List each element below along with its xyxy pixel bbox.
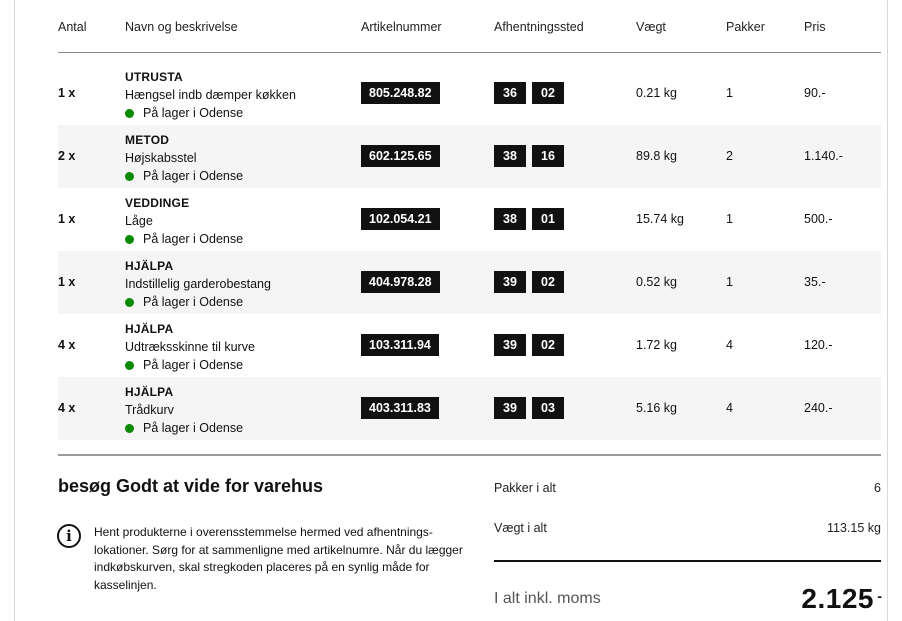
- article-number: 602.125.65: [361, 145, 440, 167]
- stock-text: På lager i Odense: [143, 421, 244, 435]
- stock-status: [125, 230, 243, 248]
- item-desc: Indstillelig garderobestang: [125, 277, 271, 291]
- item-quantity: 1 x: [58, 212, 76, 226]
- stock-status: [125, 356, 255, 374]
- aisle-badge: 38: [494, 208, 526, 230]
- stock-text: På lager i Odense: [143, 106, 244, 120]
- item-price: 35.-: [804, 275, 826, 289]
- item-price: 1.140.-: [804, 149, 843, 163]
- item-price: 500.-: [804, 212, 833, 226]
- item-description: [125, 320, 255, 374]
- table-row: [58, 62, 881, 125]
- section-divider: [58, 454, 881, 456]
- item-packages: 1: [726, 212, 733, 226]
- aisle-badge: 39: [494, 334, 526, 356]
- col-header-vaegt: Vægt: [636, 20, 666, 34]
- item-name: HJÄLPA: [125, 322, 174, 336]
- stock-text: På lager i Odense: [143, 232, 244, 246]
- item-weight: 89.8 kg: [636, 149, 678, 163]
- item-name: METOD: [125, 133, 170, 147]
- stock-text: På lager i Odense: [143, 358, 244, 372]
- in-stock-dot-icon: [125, 172, 134, 181]
- item-price: 120.-: [804, 338, 833, 352]
- info-title: besøg Godt at vide for varehus: [58, 476, 324, 496]
- item-name: UTRUSTA: [125, 70, 183, 84]
- info-text: Hent produkterne i overensstemmelse hermed ved afhentnings-lokationer. Sørg for at sammenligne med artikelnumre. Når du lægger indkøbskurven, skal stregkoden placeres på en synlig måde for kasselinjen.: [94, 525, 463, 592]
- packages-total-value: 6: [874, 481, 881, 495]
- aisle-badge: 36: [494, 82, 526, 104]
- grand-total-value: 2.125: [801, 583, 874, 614]
- weight-total-value: 113.15 kg: [827, 521, 881, 535]
- item-desc: Højskabsstel: [125, 151, 197, 165]
- stock-text: På lager i Odense: [143, 169, 244, 183]
- item-packages: 4: [726, 338, 733, 352]
- item-quantity: 2 x: [58, 149, 76, 163]
- article-number: 404.978.28: [361, 271, 440, 293]
- item-desc: Hængsel indb dæmper køkken: [125, 88, 296, 102]
- header-divider: [58, 52, 881, 53]
- item-quantity: 1 x: [58, 275, 76, 289]
- table-row: [58, 125, 881, 188]
- article-number: 102.054.21: [361, 208, 440, 230]
- weight-total-label: Vægt i alt: [494, 521, 547, 535]
- col-header-navn: Navn og beskrivelse: [125, 20, 238, 34]
- col-header-pris: Pris: [804, 20, 826, 34]
- in-stock-dot-icon: [125, 361, 134, 370]
- item-weight: 15.74 kg: [636, 212, 684, 226]
- col-header-artikel: Artikelnummer: [361, 20, 442, 34]
- item-quantity: 4 x: [58, 338, 76, 352]
- item-weight: 5.16 kg: [636, 401, 678, 415]
- item-weight: 0.21 kg: [636, 86, 678, 100]
- item-weight: 0.52 kg: [636, 275, 678, 289]
- item-weight: 1.72 kg: [636, 338, 678, 352]
- in-stock-dot-icon: [125, 424, 134, 433]
- stock-text: På lager i Odense: [143, 295, 244, 309]
- item-desc: Låge: [125, 214, 153, 228]
- table-row: [58, 188, 881, 251]
- item-description: [125, 68, 296, 122]
- item-desc: Udtræksskinne til kurve: [125, 340, 255, 354]
- article-number: 403.311.83: [361, 397, 439, 419]
- info-icon: i: [57, 524, 81, 548]
- table-row: [58, 314, 881, 377]
- bin-badge: 02: [532, 271, 564, 293]
- stock-status: [125, 419, 243, 437]
- bin-badge: 16: [532, 145, 564, 167]
- col-header-antal: Antal: [58, 20, 87, 34]
- stock-status: [125, 104, 296, 122]
- aisle-badge: 39: [494, 397, 526, 419]
- article-number: 103.311.94: [361, 334, 439, 356]
- table-row: [58, 377, 881, 440]
- item-desc: Trådkurv: [125, 403, 174, 417]
- in-stock-dot-icon: [125, 235, 134, 244]
- aisle-badge: 38: [494, 145, 526, 167]
- in-stock-dot-icon: [125, 109, 134, 118]
- col-header-pakker: Pakker: [726, 20, 765, 34]
- in-stock-dot-icon: [125, 298, 134, 307]
- item-description: [125, 194, 243, 248]
- item-description: [125, 383, 243, 437]
- item-description: [125, 257, 271, 311]
- stock-status: [125, 293, 271, 311]
- packages-total-label: Pakker i alt: [494, 481, 556, 495]
- bin-badge: 02: [532, 334, 564, 356]
- item-name: HJÄLPA: [125, 385, 174, 399]
- bin-badge: 03: [532, 397, 564, 419]
- item-packages: 2: [726, 149, 733, 163]
- item-name: VEDDINGE: [125, 196, 190, 210]
- item-price: 240.-: [804, 401, 833, 415]
- article-number: 805.248.82: [361, 82, 440, 104]
- item-packages: 4: [726, 401, 733, 415]
- item-quantity: 4 x: [58, 401, 76, 415]
- bin-badge: 02: [532, 82, 564, 104]
- aisle-badge: 39: [494, 271, 526, 293]
- item-name: HJÄLPA: [125, 259, 174, 273]
- item-description: [125, 131, 243, 185]
- table-row: [58, 251, 881, 314]
- item-packages: 1: [726, 275, 733, 289]
- item-price: 90.-: [804, 86, 826, 100]
- grand-total-suffix: -: [877, 588, 882, 604]
- col-header-afhentning: Afhentningssted: [494, 20, 584, 34]
- stock-status: [125, 167, 243, 185]
- item-packages: 1: [726, 86, 733, 100]
- bin-badge: 01: [532, 208, 564, 230]
- item-quantity: 1 x: [58, 86, 76, 100]
- grand-total-label: I alt inkl. moms: [494, 590, 601, 607]
- total-divider: [494, 560, 881, 562]
